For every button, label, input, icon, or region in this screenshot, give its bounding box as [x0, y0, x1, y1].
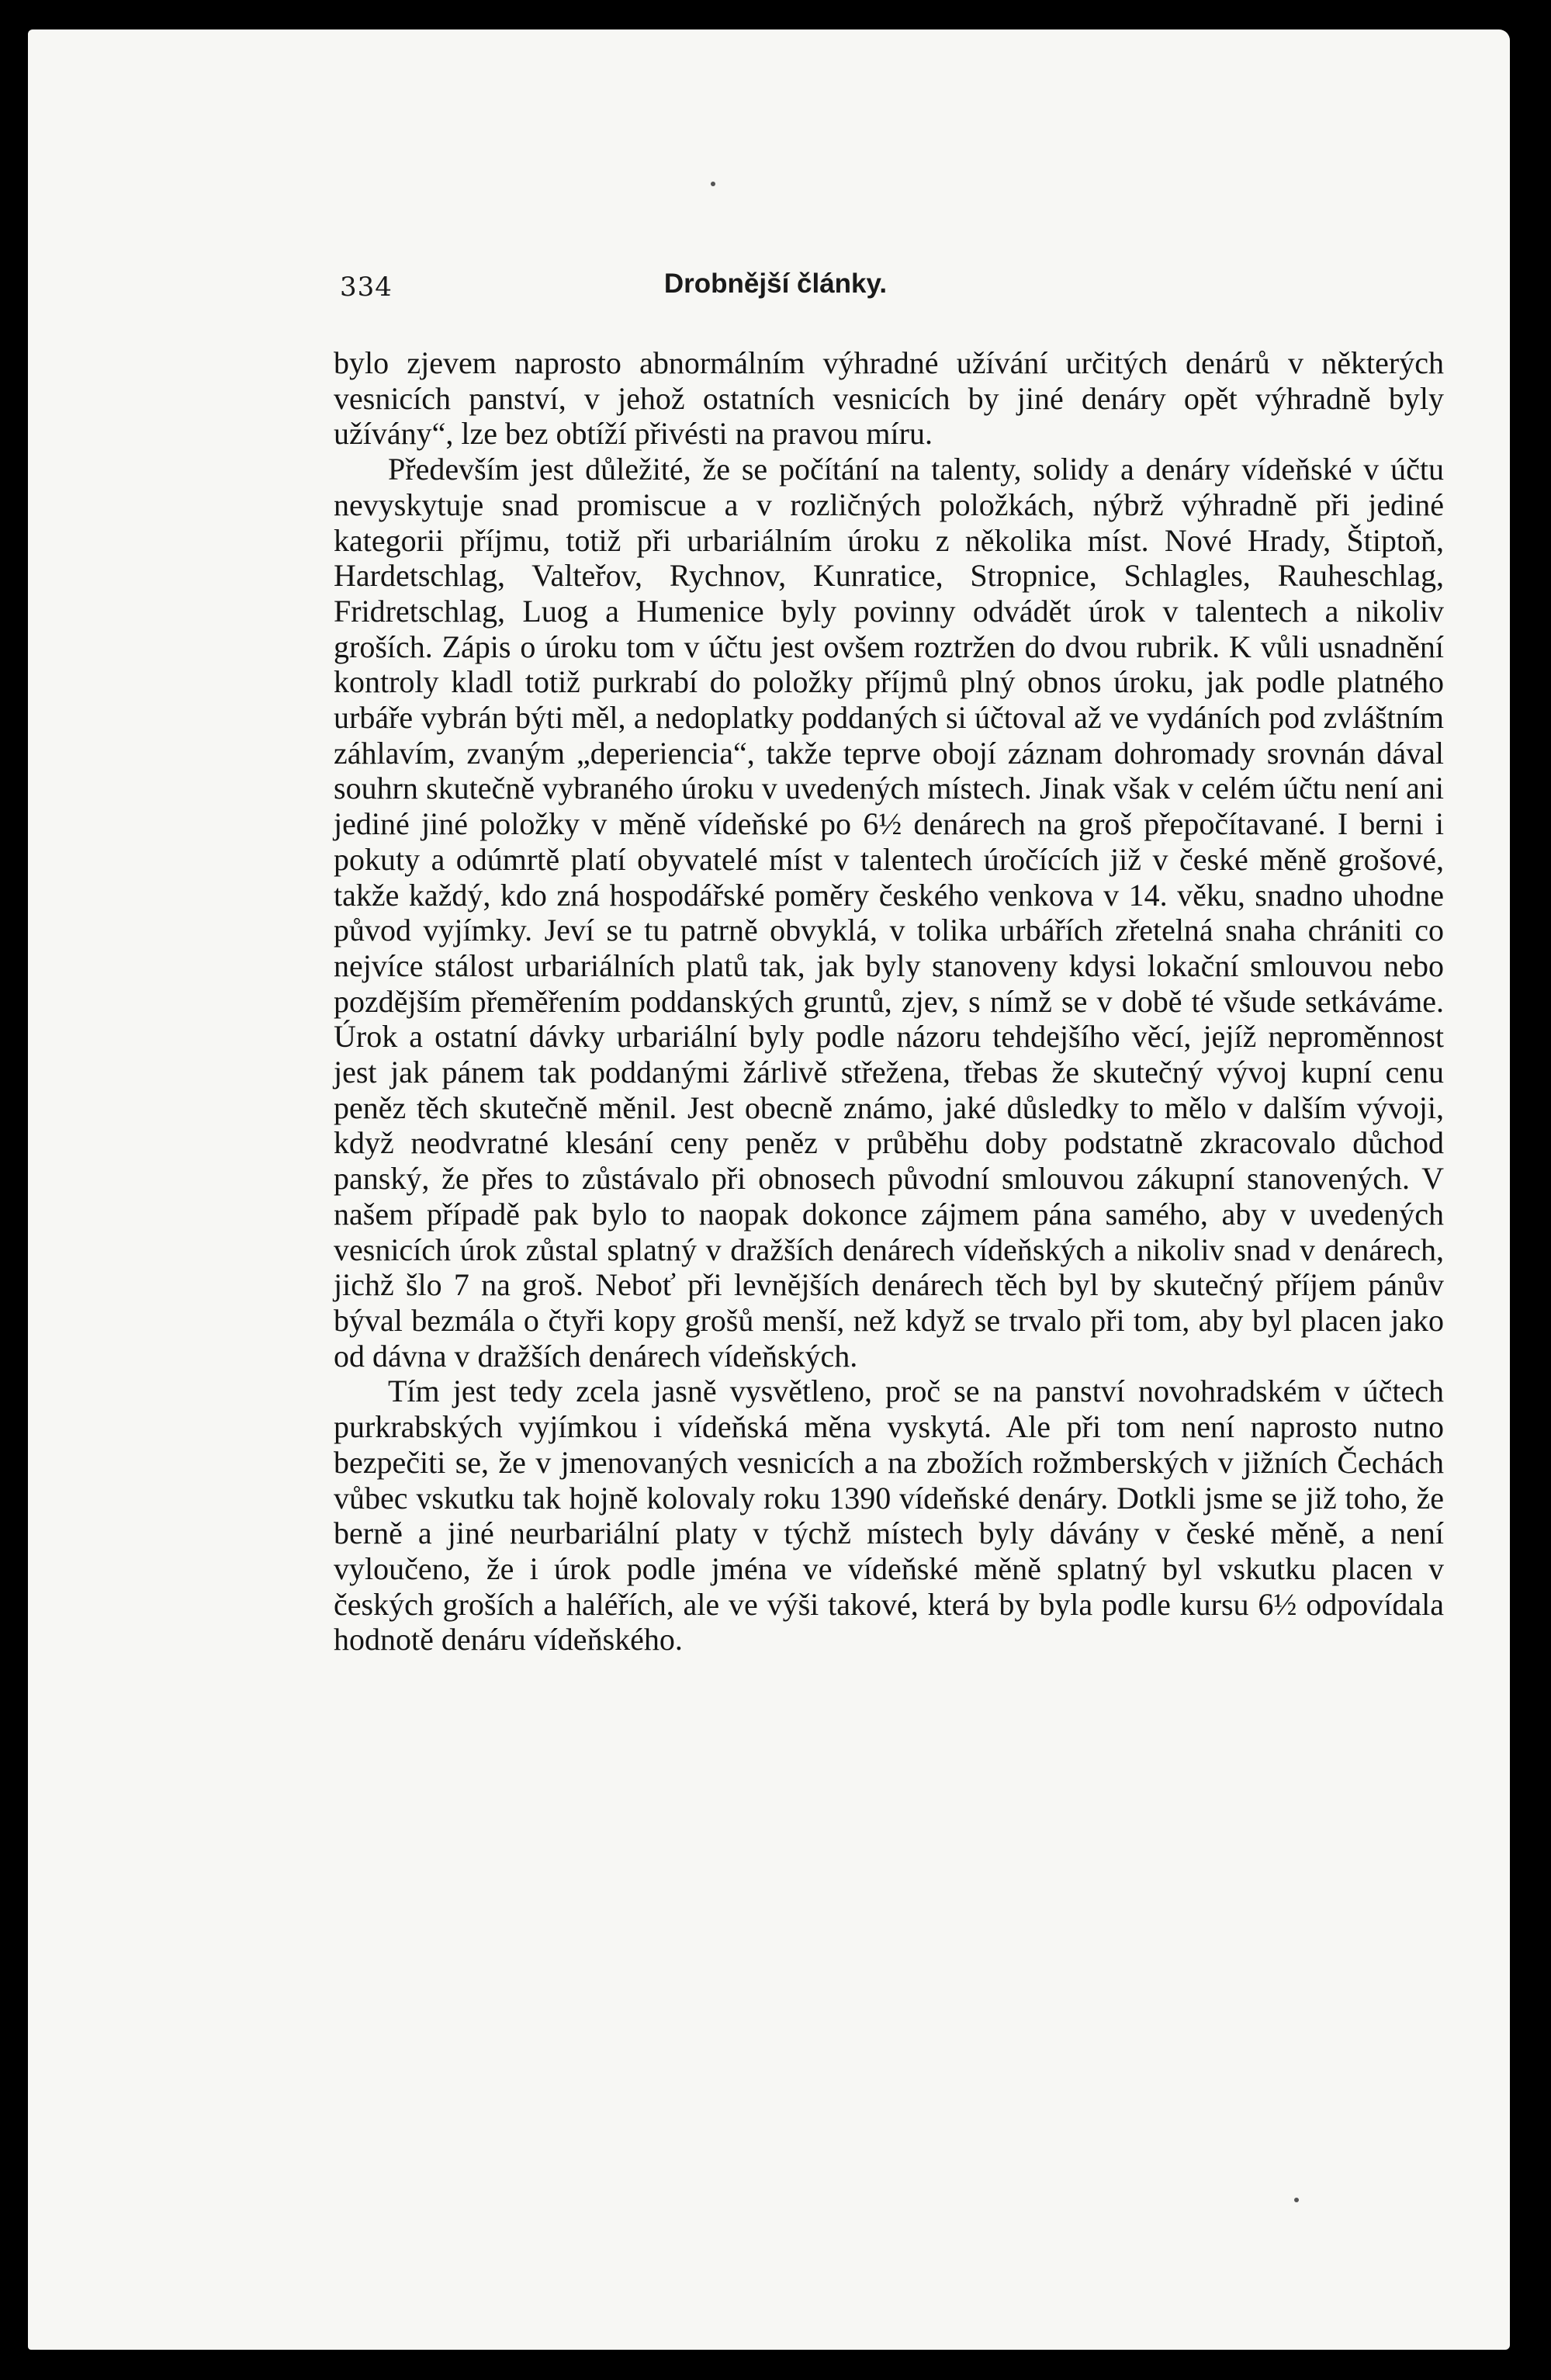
speck-mark	[1294, 2198, 1299, 2202]
page-number: 334	[340, 272, 393, 303]
body-text	[334, 345, 1444, 1658]
paragraph-continued: bylo zjevem naprosto abnormálním výhradné užívání určitých denárů v některých vesnicích panství, v jehož ostatních vesnicích by jiné denáry opět výhradně byly užívány“, lze bez obtíží přivésti na pravou míru.	[334, 345, 1444, 452]
running-head: Drobnější články.	[663, 268, 888, 299]
speck-mark	[711, 182, 715, 186]
paragraph: Tím jest tedy zcela jasně vysvětleno, proč se na panství novohradském v účtech purkrabských vyjímkou i vídeňská měna vyskytá. Ale při tom není naprosto nutno bezpečiti se, že v jmenovaných vesnicích a na zbožích rožmberských v jižních Čechách vůbec vskutku tak hojně kolovaly roku 1390 vídeňské denáry. Dotkli jsme se již toho, že berně a jiné neurbariální platy v týchž místech byly dávány v české měně, a není vyloučeno, že i úrok podle jména ve vídeňské měně splatný byl vskutku placen v českých groších a haléřích, ale ve výši takové, která by byla podle kursu 6½ odpovídala hodnotě denáru vídeňského.	[334, 1374, 1444, 1658]
paragraph: Především jest důležité, že se počítání na talenty, solidy a denáry vídeňské v účtu nevyskytuje snad promiscue a v rozličných položkách, nýbrž výhradně při jediné kategorii příjmu, totiž při urbariálním úroku z několika míst. Nové Hrady, Štiptoň, Hardetschlag, Valteřov, Rychnov, Kunratice, Stropnice, Schlagles, Rauheschlag, Fridretschlag, Luog a Humenice byly povinny odvádět úrok v talentech a nikoliv groších. Zápis o úroku tom v účtu jest ovšem roztržen do dvou rubrik. K vůli usnadnění kontroly kladl totiž purkrabí do položky příjmů plný obnos úroku, jak podle platného urbáře vybrán býti měl, a nedoplatky poddaných si účtoval až ve vydáních pod zvláštním záhlavím, zvaným „deperiencia“, takže teprve obojí záznam dohromady srovnán dával souhrn skutečně vybraného úroku v uvedených místech. Jinak však v celém účtu není ani jediné jiné položky v měně vídeňské po 6½ denárech na groš přepočítavané. I berni i pokuty a odúmrtě platí obyvatelé míst v talentech úročících již v české měně grošové, takže každý, kdo zná hospodářské poměry českého venkova v 14. věku, snadno uhodne původ vyjímky. Jeví se tu patrně obvyklá, v tolika urbářích zřetelná snaha chrániti co nejvíce stálost urbariálních platů tak, jak byly stanoveny kdysi lokační smlouvou nebo pozdějším přeměřením poddanských gruntů, zjev, s nímž se v době té všude setkáváme. Úrok a ostatní dávky urbariální byly podle názoru tehdejšího věcí, jejíž neproměnnost jest jak pánem tak poddanými žárlivě střežena, třebas že skutečný vývoj kupní cenu peněz těch skutečně měnil. Jest obecně známo, jaké důsledky to mělo v dalším vývoji, když neodvratné klesání ceny peněz v průběhu doby podstatně zkracovalo důchod panský, že přes to zůstávalo při obnosech původní smlouvou zákupní stanovených. V našem případě pak bylo to naopak dokonce zájmem pána samého, aby v uvedených vesnicích úrok zůstal splatný v dražších denárech vídeňských a nikoliv snad v denárech, jichž šlo 7 na groš. Neboť při levnějších denárech těch byl by skutečný příjem pánův býval bezmála o čtyři kopy grošů menší, než když se trvalo při tom, aby byl placen jako od dávna v dražších denárech vídeňských.	[334, 452, 1444, 1374]
